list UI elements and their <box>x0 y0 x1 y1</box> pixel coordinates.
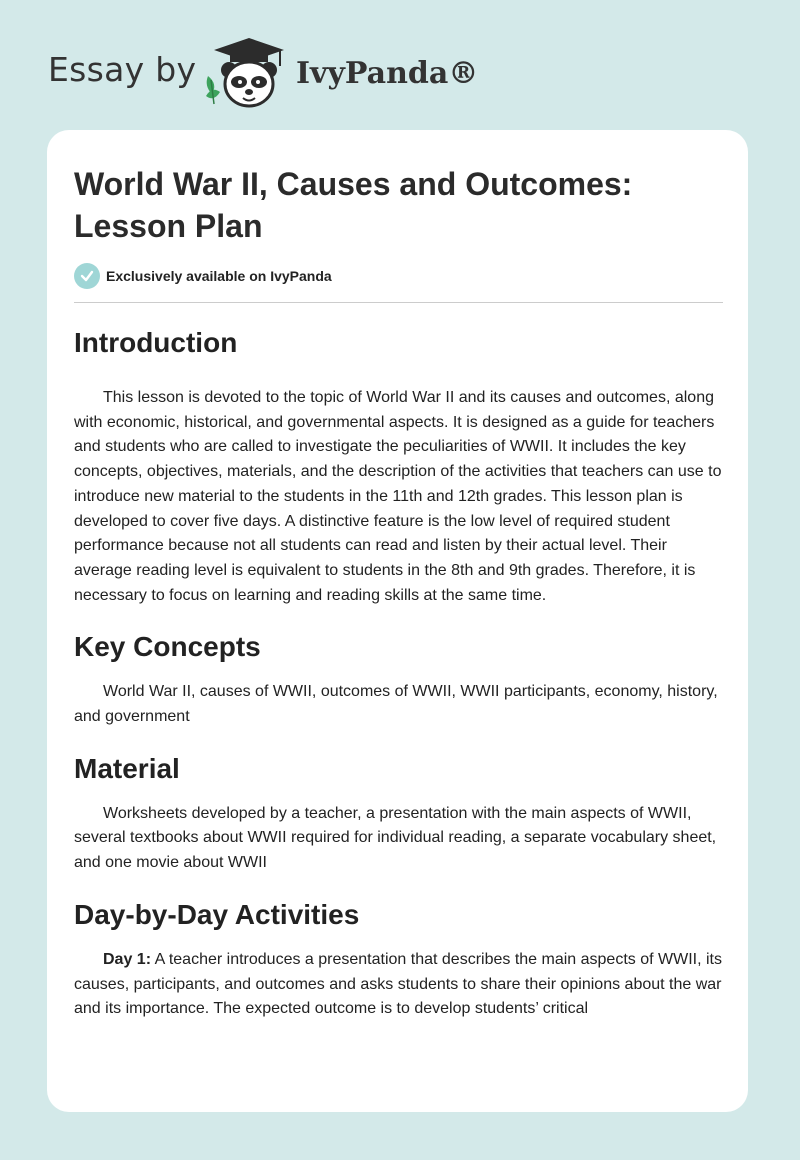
essay-card <box>47 130 748 1112</box>
exclusive-label: Exclusively available on IvyPanda <box>106 268 332 284</box>
section-heading-introduction: Introduction <box>74 327 238 358</box>
article-body <box>74 322 724 1022</box>
divider <box>74 302 723 303</box>
page-title: World War II, Causes and Outcomes: Lesson Plan <box>74 166 633 244</box>
section-heading-key-concepts: Key Concepts <box>74 631 261 663</box>
section-heading-material: Material <box>74 752 180 784</box>
section-heading-activities: Day-by-Day Activities <box>74 898 360 930</box>
brand-name[interactable]: IvyPanda® <box>296 56 479 91</box>
panda-graduate-icon[interactable] <box>202 36 292 110</box>
paragraph-day-1 <box>74 948 724 1022</box>
paragraph-key-concepts: World War II, causes of WWII, outcomes of WWII, WWII participants, economy, history, and government <box>74 683 718 726</box>
paragraph-material: Worksheets developed by a teacher, a presentation with the main aspects of WWII, several textbooks about WWII required for individual reading, a separate vocabulary sheet, and one movie about WWII <box>74 804 717 872</box>
site-header <box>0 0 800 130</box>
day-1-label: Day 1: <box>103 950 152 968</box>
brand-prefix: Essay by <box>48 50 197 89</box>
exclusive-badge <box>74 262 332 290</box>
day-1-text: A teacher introduces a presentation that describes the main aspects of WWII, its causes, participants, and outcomes and asks students to share their opinions about the war and its importance. The expected outcome is to develop students’ critical <box>74 950 722 1018</box>
check-icon <box>74 263 100 289</box>
paragraph-introduction: This lesson is devoted to the topic of World War II and its causes and outcomes, along with economic, historical, and governmental aspects. It is designed as a guide for teachers and students who are called to investigate the peculiarities of WWII. It includes the key concepts, objectives, materials, and the description of the activities that teachers can use to introduce new material to the students in the 11th and 12th grades. This lesson plan is developed to cover five days. A distinctive feature is the low level of required student performance because not all students can read and listen by their actual level. Their average reading level is equivalent to students in the 8th and 9th grades. Therefore, it is necessary to focus on learning and reading skills at the same time. <box>74 389 722 604</box>
